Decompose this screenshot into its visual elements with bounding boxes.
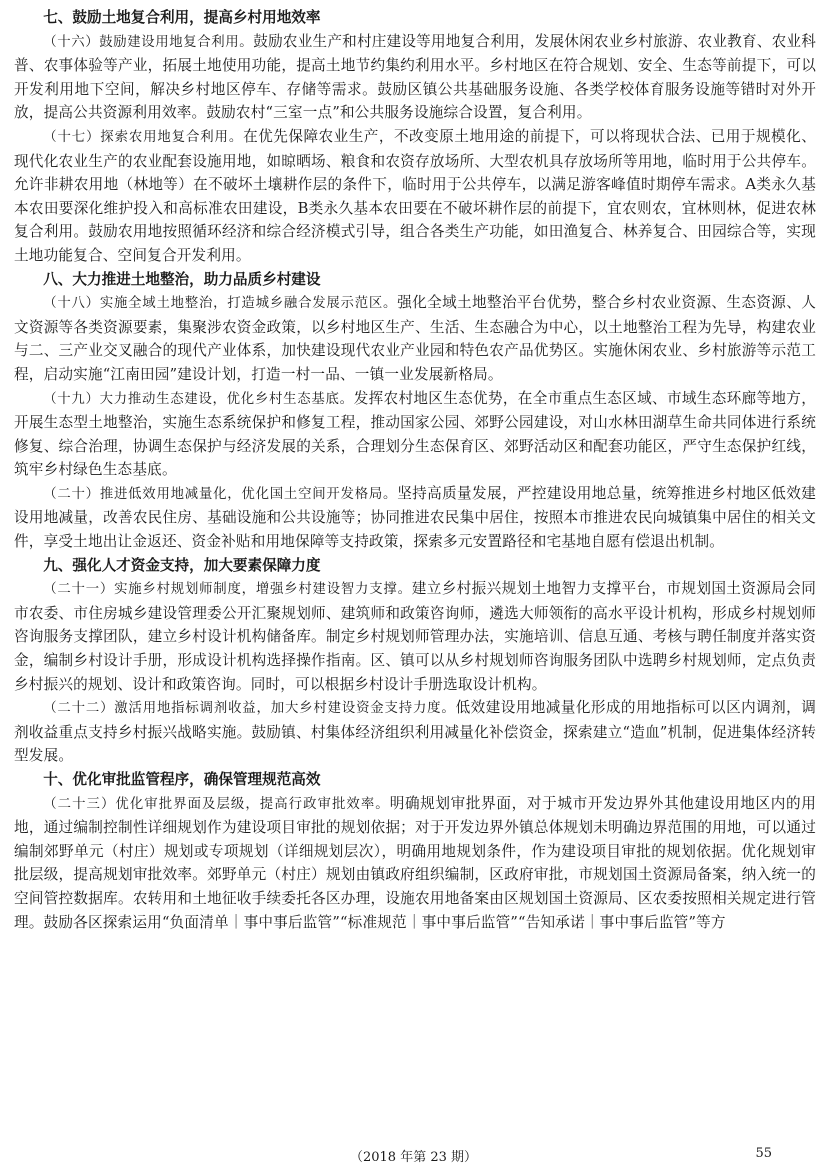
paragraph-23 [14,792,816,935]
clause-title-22: （二十二）激活用地指标调剂收益，加大乡村建设资金支持力度。 [43,701,456,717]
issue-label: （2018 年第 23 期） [349,1150,478,1165]
section-heading-10: 十、优化审批监管程序，确保管理规范高效 [43,771,321,788]
paragraph-21 [14,577,816,696]
clause-text-21: 建立乡村振兴规划土地智力支撑平台，市规划国土资源局会同市农委、市住房城乡建设管理委公开汇聚规划师、建筑师和政策咨询师，遴选大师领衔的高水平设计机构，形成乡村规划师咨询服务支撑团队，建立乡村设计机构储备库。制定乡村规划师管理办法，实施培训、信息互通、考核与聘任制度并落实资金，编制乡村设计手册，形成设计机构选择操作指南。区、镇可以从乡村规划师咨询服务团队中选聘乡村规划师，定点负责乡村振兴的规划、设计和政策咨询。同时，可以根据乡村设计手册选取设计机构。 [14,580,816,693]
section-heading-7: 七、鼓励土地复合利用，提高乡村用地效率 [43,9,321,26]
clause-text-17: 在优先保障农业生产，不改变原土地用途的前提下，可以将现状合法、已用于规模化、现代化农业生产的农业配套设施用地，如晾晒场、粮食和农资存放场所、大型农机具存放场所等用地，临时用于公共停车。允许非耕农用地（林地等）在不破坏土壤耕作层的条件下，临时用于公共停车，以满足游客峰值时期停车需求。A类永久基本农田要深化维护投入和高标准农田建设，B类永久基本农田要在不破坏耕作层的前提下，宜农则农，宜林则林，促进农林复合利用。鼓励农用地按照循环经济和综合经济模式引导，组合各类生产功能，如田渔复合、林养复合、田园综合等，实现土地功能复合、空间复合开发利用。 [14,127,816,264]
paragraph-16 [14,30,816,125]
clause-text-22: 低效建设用地减量化形成的用地指标可以区内调剂，调剂收益重点支持乡村振兴战略实施。鼓励镇、村集体经济组织利用减量化补偿资金，探索建立“造血”机制，促进集体经济转型发展。 [14,699,816,765]
clause-title-16: （十六）鼓励建设用地复合利用。 [43,34,254,50]
clause-text-16: 鼓励农业生产和村庄建设等用地复合利用，发展休闲农业乡村旅游、农业教育、农业科普、农事体验等产业，拓展土地使用功能，提高土地节约集约利用水平。乡村地区在符合规划、安全、生态等前提下，可以开发利用地下空间，解决乡村地区停车、存储等需求。鼓励区镇公共基础服务设施、各类学校体育服务设施等错时对外开放，提高公共资源利用效率。鼓励农村“三室一点”和公共服务设施综合设置，复合利用。 [14,32,817,122]
paragraph-20 [14,482,816,554]
clause-title-20: （二十）推进低效用地减量化，优化国土空间开发格局。 [43,486,398,502]
clause-text-18: 强化全域土地整治平台优势，整合乡村农业资源、生态资源、人文资源等各类资源要素，集聚涉农资金政策，以乡村地区生产、生活、生态融合为中心，以土地整治工程为先导，构建农业与二、三产业交叉融合的现代产业体系，加快建设现代农业产业园和特色农产品优势区。实施休闲农业、乡村旅游等示范工程，启动实施“江南田园”建设计划，打造一村一品、一镇一业发展新格局。 [14,294,817,383]
paragraph-17 [14,125,816,268]
clause-title-18: （十八）实施全域土地整治，打造城乡融合发展示范区。 [43,296,398,312]
document-body [14,6,816,934]
clause-text-20: 坚持高质量发展，严控建设用地总量，统筹推进乡村地区低效建设用地减量，改善农民住房、基础设施和公共设施等；协同推进农民集中居住，按照本市推进农民向城镇集中居住的相关文件，享受土地出让金返还、资金补贴和用地保障等支持政策，探索多元安置路径和宅基地自愿有偿退出机制。 [14,484,817,551]
paragraph-19 [14,387,816,482]
clause-title-21: （二十一）实施乡村规划师制度，增强乡村建设智力支撑。 [43,582,412,598]
clause-title-23: （二十三）优化审批界面及层级，提高行政审批效率。 [43,796,390,812]
clause-title-19: （十九）大力推动生态建设，优化乡村生态基底。 [43,391,354,407]
clause-text-23: 明确规划审批界面，对于城市开发边界外其他建设用地区内的用地，通过编制控制性详细规划作为建设项目审批的规划依据；对于开发边界外镇总体规划未明确边界范围的用地，可以通过编制郊野单元（村庄）规划或专项规划（详细规划层次），明确用地规划条件，作为建设项目审批的规划依据。优化规划审批层级，提高规划审批效率。郊野单元（村庄）规划由镇政府组织编制，区政府审批，市规划国土资源局备案，纳入统一的空间管控数据库。农转用和土地征收手续委托各区办理，设施农用地备案由区规划国土资源局、区农委按照相关规定进行管理。鼓励各区探索运用“负面清单｜事中事后监管”“标准规范｜事中事后监管”“告知承诺｜事中事后监管”等方 [14,794,816,931]
page-number: 55 [755,1146,772,1161]
clause-text-19: 发挥农村地区生态优势，在全市重点生态区域、市域生态环廊等地方，开展生态型土地整治，实施生态系统保护和修复工程，推动国家公园、郊野公园建设，对山水林田湖草生命共同体进行系统修复、综合治理，协调生态保护与经济发展的关系，合理划分生态保育区、郊野活动区和配套功能区，严守生态保护红线，筑牢乡村绿色生态基底。 [14,389,817,479]
section-heading-8: 八、大力推进土地整治，助力品质乡村建设 [43,270,321,288]
section-heading-9: 九、强化人才资金支持，加大要素保障力度 [43,556,321,574]
clause-title-17: （十七）探索农用地复合利用。 [43,129,244,145]
paragraph-18 [14,291,816,386]
page-footer [0,1146,827,1168]
paragraph-22 [14,696,816,768]
